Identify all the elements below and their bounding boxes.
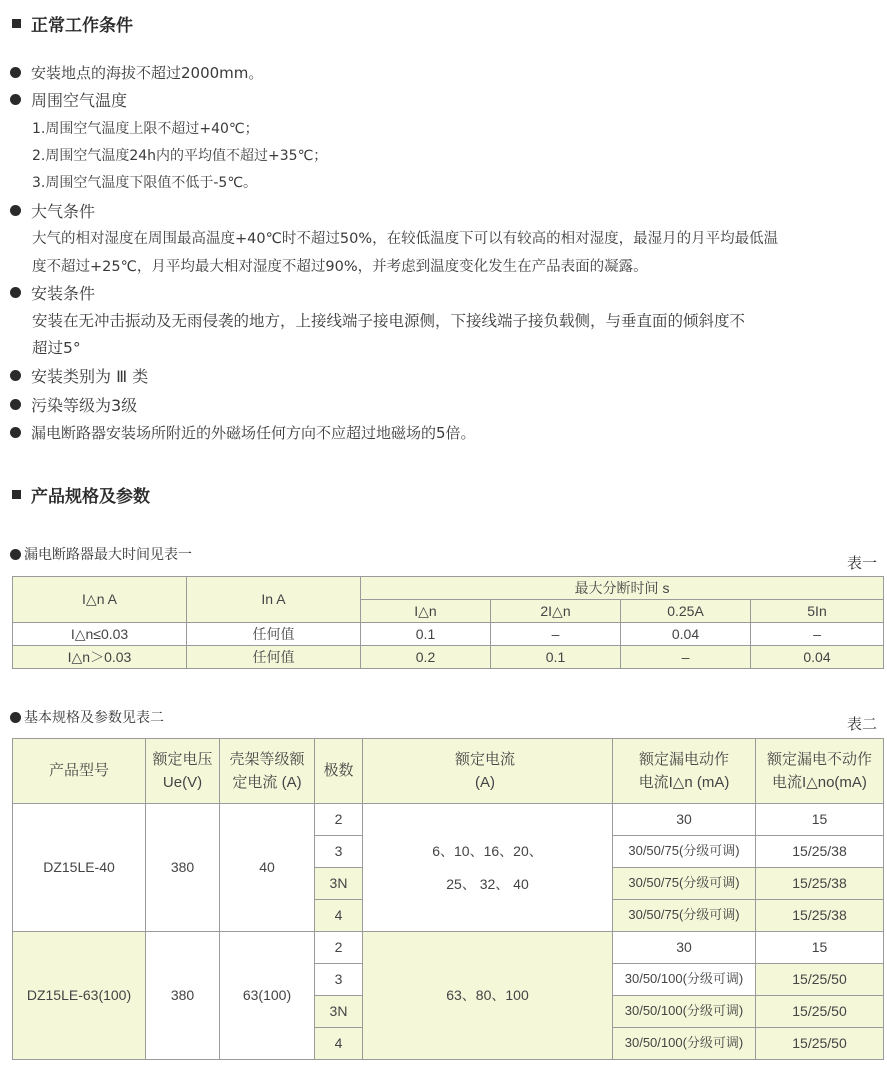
table-row (13, 932, 884, 964)
section-title-working-conditions (12, 11, 133, 36)
header-in: In A (187, 577, 361, 623)
rated-current-cell: 63、80、100 (363, 932, 613, 1060)
subheader-5in: 5In (751, 600, 884, 623)
header-text: (A) (475, 774, 495, 791)
header-idn: I△n A (13, 577, 187, 623)
bullet-icon (10, 712, 21, 723)
temperature-sub-2: 2.周围空气温度24h内的平均值不超过+35℃； (32, 148, 328, 164)
condition-text: 安装条件 (31, 284, 96, 303)
table1-label: 表一 (846, 554, 877, 572)
bullet-icon (10, 205, 21, 216)
table-row (13, 646, 884, 669)
bullet-icon (10, 549, 21, 560)
subheader-2idn: 2I△n (491, 600, 621, 623)
bullet-icon (10, 427, 21, 438)
current-text: 25、 32、 40 (446, 875, 529, 892)
cell: – (621, 646, 751, 669)
installation-sub-1: 安装在无冲击振动及无雨侵袭的地方，上接线端子接电源侧，下接线端子接负载侧，与垂直面的倾斜度不 (32, 312, 746, 330)
bullet-icon (10, 399, 21, 410)
current-text: 6、10、16、20、 (432, 843, 543, 860)
cell: 0.1 (491, 646, 621, 669)
cell: 0.04 (751, 646, 884, 669)
trip-cell: 30/50/100(分级可调) (613, 1028, 756, 1060)
header-frame-current (220, 739, 315, 804)
subheader-idn: I△n (361, 600, 491, 623)
poles-cell: 3N (315, 868, 363, 900)
table2-caption (10, 707, 164, 727)
header-text: 电流I△n (mA) (638, 774, 730, 791)
cell: 0.04 (621, 623, 751, 646)
notrip-cell: 15/25/50 (756, 964, 884, 996)
trip-cell: 30/50/75(分级可调) (613, 900, 756, 932)
poles-cell: 2 (315, 932, 363, 964)
trip-cell: 30/50/100(分级可调) (613, 964, 756, 996)
notrip-cell: 15 (756, 932, 884, 964)
header-text: 额定电流 (455, 750, 516, 768)
max-break-time-table (12, 576, 884, 669)
header-rated-current (363, 739, 613, 804)
condition-text: 安装地点的海拔不超过2000mm。 (31, 64, 264, 82)
section-title-text: 产品规格及参数 (31, 487, 150, 507)
header-text: 额定漏电不动作 (766, 750, 872, 768)
header-text: 电流I△no(mA) (772, 774, 867, 791)
frame-cell: 40 (220, 804, 315, 932)
subheader-025a: 0.25A (621, 600, 751, 623)
rated-current-cell (363, 804, 613, 932)
condition-installation (10, 281, 95, 304)
model-cell: DZ15LE-40 (13, 804, 146, 932)
condition-text: 污染等级为3级 (31, 396, 138, 415)
cell: 0.1 (361, 623, 491, 646)
header-text: 定电流 (A) (232, 774, 302, 791)
header-text: 额定电压 (152, 750, 213, 768)
condition-text: 安装类别为 Ⅲ 类 (31, 367, 149, 386)
table-row (13, 804, 884, 836)
cell: 0.2 (361, 646, 491, 669)
trip-cell: 30 (613, 804, 756, 836)
poles-cell: 3N (315, 996, 363, 1028)
caption-text: 漏电断路器最大时间见表一 (24, 547, 192, 563)
header-text: 极数 (323, 762, 354, 780)
notrip-cell: 15 (756, 804, 884, 836)
trip-cell: 30 (613, 932, 756, 964)
header-text: 壳架等级额 (229, 750, 305, 768)
header-text: 产品型号 (48, 762, 109, 780)
cell: 任何值 (187, 623, 361, 646)
header-notrip-current (756, 739, 884, 804)
trip-cell: 30/50/75(分级可调) (613, 868, 756, 900)
cell: I△n＞0.03 (13, 646, 187, 669)
atmosphere-sub-2: 度不超过+25℃，月平均最大相对湿度不超过90%，并考虑到温度变化发生在产品表面的凝露。 (32, 259, 648, 275)
model-cell: DZ15LE-63(100) (13, 932, 146, 1060)
header-trip-current (613, 739, 756, 804)
condition-altitude (10, 62, 263, 83)
poles-cell: 3 (315, 836, 363, 868)
condition-atmosphere (10, 199, 95, 222)
header-poles (315, 739, 363, 804)
notrip-cell: 15/25/38 (756, 868, 884, 900)
header-voltage (146, 739, 220, 804)
bullet-icon (10, 287, 21, 298)
condition-temperature (10, 88, 127, 111)
trip-cell: 30/50/75(分级可调) (613, 836, 756, 868)
condition-magnetic (10, 422, 476, 443)
condition-text: 周围空气温度 (31, 91, 128, 110)
poles-cell: 4 (315, 900, 363, 932)
header-max-break-time: 最大分断时间 s (361, 577, 884, 600)
caption-text: 基本规格及参数见表二 (24, 710, 164, 726)
header-model (13, 739, 146, 804)
table2-label: 表二 (846, 715, 877, 733)
voltage-cell: 380 (146, 932, 220, 1060)
header-text: Ue(V) (162, 774, 203, 791)
voltage-cell: 380 (146, 804, 220, 932)
notrip-cell: 15/25/50 (756, 1028, 884, 1060)
poles-cell: 3 (315, 964, 363, 996)
notrip-cell: 15/25/50 (756, 996, 884, 1028)
bullet-icon (10, 370, 21, 381)
condition-pollution (10, 393, 137, 416)
cell: I△n≤0.03 (13, 623, 187, 646)
trip-cell: 30/50/100(分级可调) (613, 996, 756, 1028)
frame-cell: 63(100) (220, 932, 315, 1060)
atmosphere-sub-1: 大气的相对湿度在周围最高温度+40℃时不超过50%，在较低温度下可以有较高的相对湿度，最湿月的月平均最低温 (32, 231, 779, 247)
poles-cell: 4 (315, 1028, 363, 1060)
cell: – (751, 623, 884, 646)
square-bullet-icon (12, 19, 21, 28)
section-title-text: 正常工作条件 (31, 16, 133, 36)
notrip-cell: 15/25/38 (756, 836, 884, 868)
table-row (13, 623, 884, 646)
cell: 任何值 (187, 646, 361, 669)
table1-caption (10, 544, 192, 564)
cell: – (491, 623, 621, 646)
installation-sub-2: 超过5° (32, 339, 81, 357)
bullet-icon (10, 94, 21, 105)
temperature-sub-1: 1.周围空气温度上限不超过+40℃； (32, 121, 259, 137)
bullet-icon (10, 67, 21, 78)
poles-cell: 2 (315, 804, 363, 836)
basic-specs-table (12, 738, 884, 1060)
condition-text: 漏电断路器安装场所附近的外磁场任何方向不应超过地磁场的5倍。 (31, 424, 476, 442)
condition-install-category (10, 364, 148, 387)
square-bullet-icon (12, 490, 21, 499)
notrip-cell: 15/25/38 (756, 900, 884, 932)
header-text: 额定漏电动作 (638, 750, 729, 768)
condition-text: 大气条件 (31, 202, 96, 221)
temperature-sub-3: 3.周围空气温度下限值不低于-5℃。 (32, 175, 258, 191)
section-title-specs (12, 482, 150, 507)
